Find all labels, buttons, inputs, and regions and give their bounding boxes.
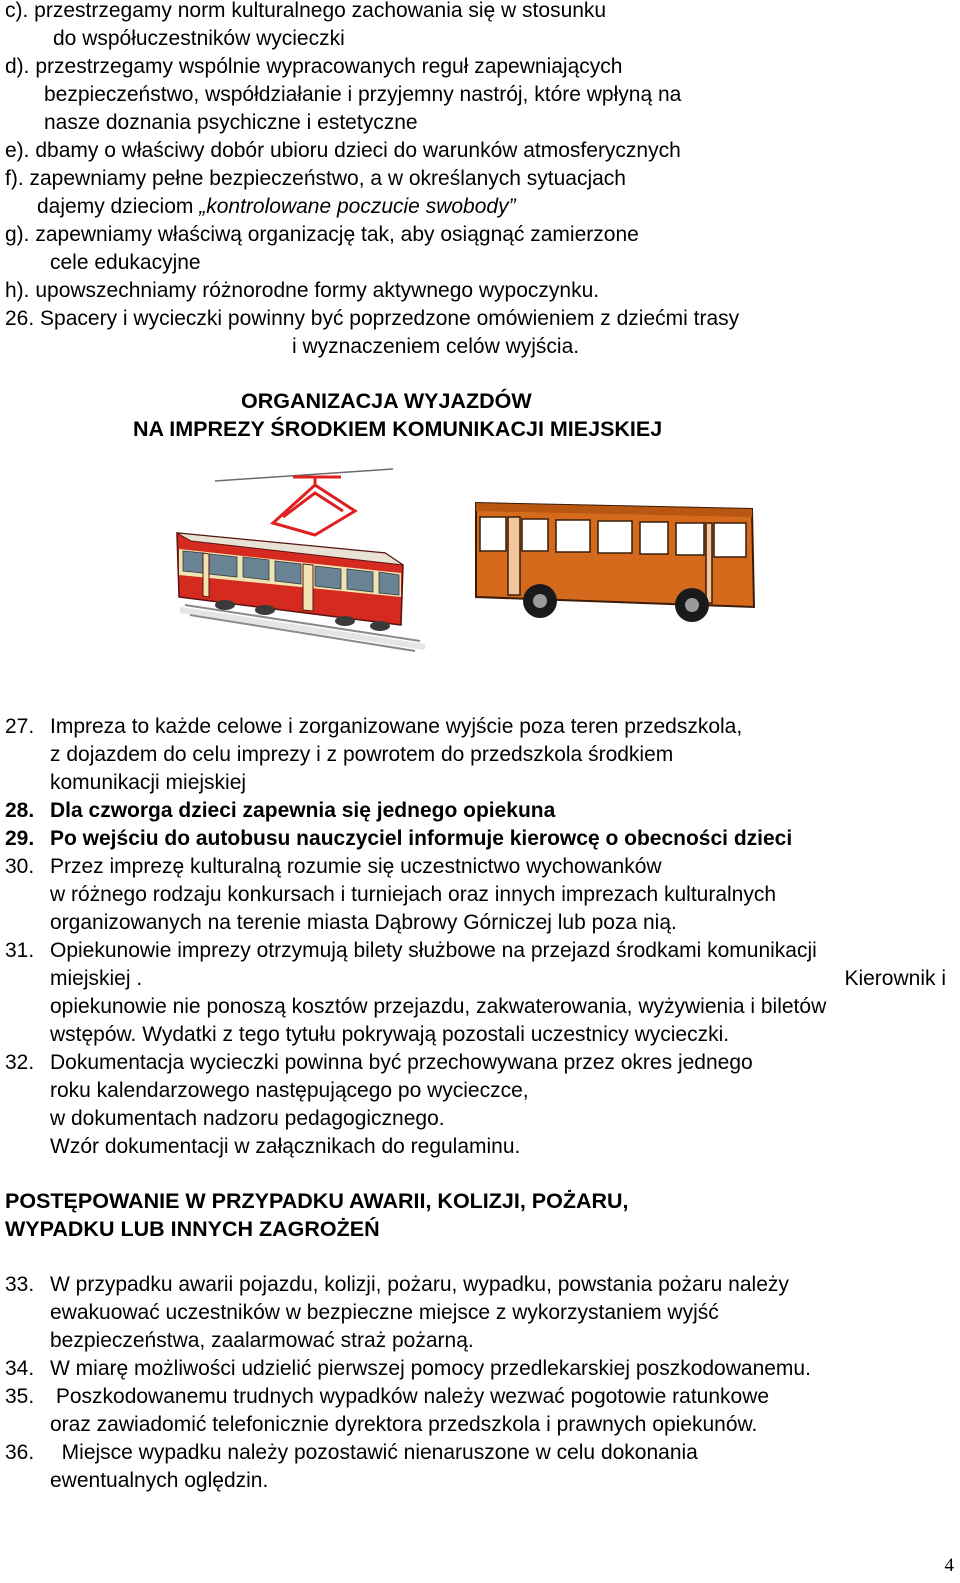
number-29: 29. bbox=[5, 827, 35, 850]
item-32-line1: Dokumentacja wycieczki powinna być przechowywana przez okres jednego bbox=[50, 1051, 753, 1074]
heading-organizacja-line2: NA IMPREZY ŚRODKIEM KOMUNIKACJI MIEJSKIEJ bbox=[133, 417, 663, 441]
number-31: 31. bbox=[5, 939, 35, 962]
item-32-line4: Wzór dokumentacji w załącznikach do regulaminu. bbox=[50, 1135, 521, 1158]
item-35-line2: oraz zawiadomić telefonicznie dyrektora przedszkola i prawnych opiekunów. bbox=[50, 1413, 758, 1436]
item-31-line1: Opiekunowie imprezy otrzymują bilety służbowe na przejazd środkami komunikacji bbox=[50, 939, 817, 962]
item-32-line2: roku kalendarzowego następującego po wycieczce, bbox=[50, 1079, 529, 1102]
number-35: 35. bbox=[5, 1385, 35, 1408]
item-33-line3: bezpieczeństwa, zaalarmować straż pożarną. bbox=[50, 1329, 474, 1352]
item-f-text: dajemy dzieciom bbox=[37, 195, 200, 218]
item-e-line1: e). dbamy o właściwy dobór ubioru dzieci do warunków atmosferycznych bbox=[5, 139, 681, 162]
item-29-line1: Po wejściu do autobusu nauczyciel informuje kierowcę o obecności dzieci bbox=[50, 827, 793, 850]
item-d-line2: bezpieczeństwo, współdziałanie i przyjemny nastrój, które wpłyną na bbox=[44, 83, 682, 106]
number-28: 28. bbox=[5, 799, 35, 822]
item-31-line3: opiekunowie nie ponoszą kosztów przejazdu, zakwaterowania, wyżywienia i biletów bbox=[50, 995, 827, 1018]
heading-postepowanie-line1: POSTĘPOWANIE W PRZYPADKU AWARII, KOLIZJI, POŻARU, bbox=[5, 1189, 629, 1213]
item-c-line2: do współuczestników wycieczki bbox=[53, 27, 345, 50]
item-31-line4: wstępów. Wydatki z tego tytułu pokrywają pozostali uczestnicy wycieczki. bbox=[50, 1023, 730, 1046]
item-f-line2 bbox=[37, 193, 516, 221]
item-36-line2: ewentualnych oględzin. bbox=[50, 1469, 269, 1492]
item-27-line2: z dojazdem do celu imprezy i z powrotem do przedszkola środkiem bbox=[50, 743, 674, 766]
item-g-line2: cele edukacyjne bbox=[50, 251, 201, 274]
item-30-line2: w różnego rodzaju konkursach i turniejach oraz innych imprezach kulturalnych bbox=[50, 883, 777, 906]
item-27-line3: komunikacji miejskiej bbox=[50, 771, 247, 794]
item-c-line1: c). przestrzegamy norm kulturalnego zachowania się w stosunku bbox=[5, 0, 607, 22]
bus-illustration bbox=[470, 495, 760, 635]
item-35-line1: Poszkodowanemu trudnych wypadków należy wezwać pogotowie ratunkowe bbox=[50, 1385, 770, 1408]
item-33-line2: ewakuować uczestników w bezpieczne miejsce z wykorzystaniem wyjść bbox=[50, 1301, 719, 1324]
number-36: 36. bbox=[5, 1441, 35, 1464]
item-26-line1: 26. Spacery i wycieczki powinny być poprzedzone omówieniem z dziećmi trasy bbox=[5, 307, 740, 330]
heading-organizacja-line1: ORGANIZACJA WYJAZDÓW bbox=[241, 389, 532, 413]
item-31-line2a: miejskiej . bbox=[50, 967, 143, 990]
item-36-line1: Miejsce wypadku należy pozostawić nienaruszone w celu dokonania bbox=[50, 1441, 698, 1464]
heading-postepowanie-line2: WYPADKU LUB INNYCH ZAGROŻEŃ bbox=[5, 1217, 380, 1241]
item-30-line3: organizowanych na terenie miasta Dąbrowy Górniczej lub poza nią. bbox=[50, 911, 677, 934]
item-27-line1: Impreza to każde celowe i zorganizowane wyjście poza teren przedszkola, bbox=[50, 715, 743, 738]
tram-illustration bbox=[165, 465, 435, 655]
item-d-line3: nasze doznania psychiczne i estetyczne bbox=[44, 111, 418, 134]
page-number: 4 bbox=[944, 1555, 954, 1576]
item-d-line1: d). przestrzegamy wspólnie wypracowanych reguł zapewniających bbox=[5, 55, 623, 78]
number-27: 27. bbox=[5, 715, 35, 738]
item-26-line2: i wyznaczeniem celów wyjścia. bbox=[292, 335, 580, 358]
number-33: 33. bbox=[5, 1273, 35, 1296]
item-33-line1: W przypadku awarii pojazdu, kolizji, pożaru, wypadku, powstania pożaru należy bbox=[50, 1273, 789, 1296]
item-f-italic: „kontrolowane poczucie swobody” bbox=[199, 195, 516, 218]
item-g-line1: g). zapewniamy właściwą organizację tak, aby osiągnąć zamierzone bbox=[5, 223, 639, 246]
number-34: 34. bbox=[5, 1357, 35, 1380]
item-34-line1: W miarę możliwości udzielić pierwszej pomocy przedlekarskiej poszkodowanemu. bbox=[50, 1357, 811, 1380]
item-f-line1: f). zapewniamy pełne bezpieczeństwo, a w określanych sytuacjach bbox=[5, 167, 626, 190]
item-30-line1: Przez imprezę kulturalną rozumie się uczestnictwo wychowanków bbox=[50, 855, 662, 878]
item-28-line1: Dla czworga dzieci zapewnia się jednego opiekuna bbox=[50, 799, 556, 822]
number-30: 30. bbox=[5, 855, 35, 878]
item-32-line3: w dokumentach nadzoru pedagogicznego. bbox=[50, 1107, 445, 1130]
number-32: 32. bbox=[5, 1051, 35, 1074]
item-31-line2b: Kierownik i bbox=[844, 967, 946, 990]
item-h-line1: h). upowszechniamy różnorodne formy aktywnego wypoczynku. bbox=[5, 279, 600, 302]
